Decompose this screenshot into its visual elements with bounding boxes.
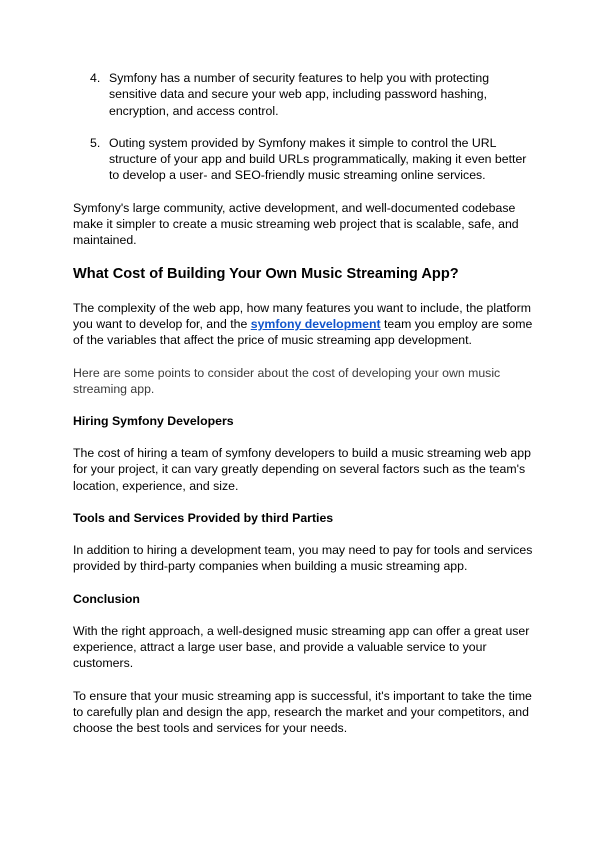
conclusion-heading: Conclusion [73,591,140,606]
cost-paragraph-end: team you employ are some of the variables that affect the price of music streaming app development. [73,316,533,348]
conclusion-paragraph-1: With the right approach, a well-designed music streaming app can offer a great user experience, attract a large user base, and provide a valuable service to your customers. [73,623,530,671]
list-item-text: Outing system provided by Symfony makes it simple to control the URL structure of your app and build URLs programmatically, making it even better to develop a user- and SEO-friendly music streaming online services. [109,135,527,183]
hiring-heading: Hiring Symfony Developers [73,414,234,429]
hiring-paragraph: The cost of hiring a team of symfony developers to build a music streaming web app for your project, it can vary greatly depending on several factors such as the team's location, experience, and size. [73,446,531,493]
cost-paragraph-start: The complexity of the web app, how many features you want to include, the platform you want to develop for, and the [73,300,531,331]
cost-heading: What Cost of Building Your Own Music Streaming App? [73,265,459,282]
document-content [73,70,533,752]
list-item-text: Symfony has a number of security features to help you with protecting sensitive data and secure your web app, including password hashing, encryption, and access control. [109,71,490,118]
numbered-list [73,70,533,184]
list-item-number: 4. [90,71,101,85]
list-item [73,135,533,184]
conclusion-paragraph-2: To ensure that your music streaming app is successful, it's important to take the time to carefully plan and design the app, research the market and your competitors, and choose the best tools and services for your needs. [73,688,532,736]
tools-heading: Tools and Services Provided by third Parties [73,511,334,526]
tools-paragraph: In addition to hiring a development team, you may need to pay for tools and services provided by third-party companies when building a music streaming app. [73,543,533,574]
symfony-development-link[interactable]: symfony development [250,316,381,331]
cost-paragraph [73,300,533,349]
intro-paragraph: Symfony's large community, active development, and well-documented codebase make it simpler to create a music streaming web project that is scalable, safe, and maintained. [73,200,519,248]
list-item-number: 5. [90,135,101,150]
list-item [73,70,533,119]
points-intro-paragraph: Here are some points to consider about the cost of developing your own music streaming app. [73,365,501,396]
